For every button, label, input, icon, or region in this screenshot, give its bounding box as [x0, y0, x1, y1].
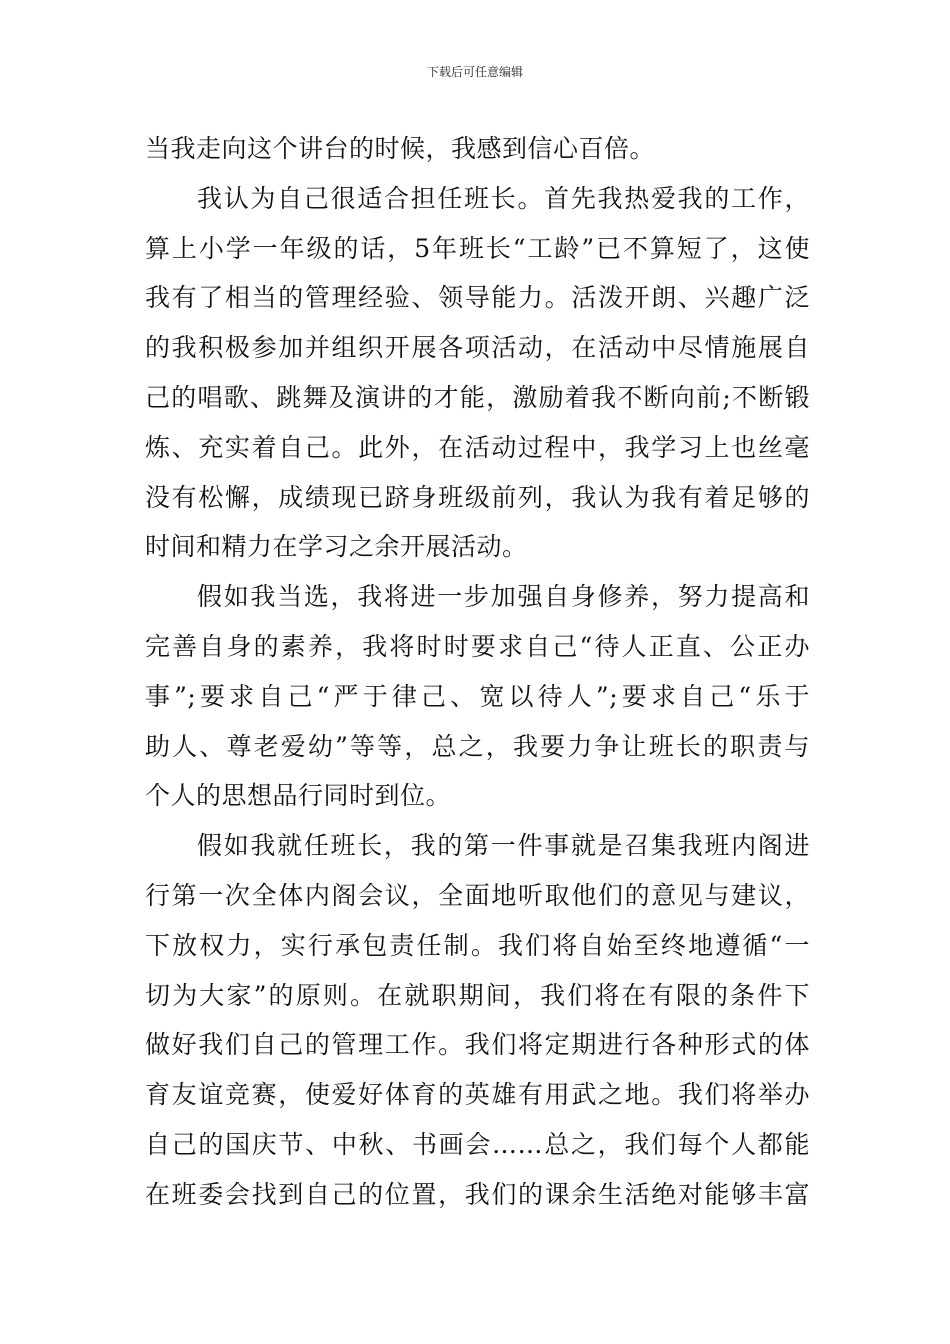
text-line: 行第一次全体内阁会议，全面地听取他们的意见与建议，: [145, 880, 810, 910]
page-header: 下载后可任意编辑: [426, 65, 523, 79]
text-line: 在班委会找到自己的位置，我们的课余生活绝对能够丰富: [145, 1179, 810, 1209]
text-line: 下放权力，实行承包责任制。我们将自始至终地遵循“一: [145, 930, 810, 960]
paragraph: [145, 174, 810, 572]
text-line: 时间和精力在学习之余开展活动。: [145, 532, 528, 562]
text-line: 当我走向这个讲台的时候，我感到信心百倍。: [145, 134, 656, 163]
text-line: 假如我就任班长，我的第一件事就是召集我班内阁进: [197, 831, 810, 861]
paragraph: [145, 572, 810, 821]
text-line: 完善自身的素养，我将时时要求自己“待人正直、公正办: [145, 631, 810, 661]
text-line: 做好我们自己的管理工作。我们将定期进行各种形式的体: [145, 1030, 810, 1060]
text-line: 自己的国庆节、中秋、书画会……总之，我们每个人都能: [145, 1129, 810, 1159]
text-line: 我有了相当的管理经验、领导能力。活泼开朗、兴趣广泛: [145, 283, 810, 313]
text-line: 炼、充实着自己。此外，在活动过程中，我学习上也丝毫: [145, 432, 810, 462]
paragraph: [145, 124, 810, 174]
text-line: 的我积极参加并组织开展各项活动，在活动中尽情施展自: [145, 333, 810, 363]
text-line: 事”;要求自己“严于律己、宽以待人”;要求自己“乐于: [145, 681, 810, 711]
text-line: 育友谊竞赛，使爱好体育的英雄有用武之地。我们将举办: [145, 1080, 810, 1110]
text-line: 我认为自己很适合担任班长。首先我热爱我的工作，: [197, 183, 810, 213]
paragraph: [145, 821, 810, 1219]
text-line: 算上小学一年级的话，5年班长“工龄”已不算短了，这使: [145, 233, 810, 263]
text-line: 个人的思想品行同时到位。: [145, 781, 452, 811]
text-line: 没有松懈，成绩现已跻身班级前列，我认为我有着足够的: [145, 482, 810, 512]
text-line: 假如我当选，我将进一步加强自身修养，努力提高和: [197, 582, 810, 612]
document-body: [145, 124, 810, 1220]
text-line: 己的唱歌、跳舞及演讲的才能，激励着我不断向前;不断锻: [145, 382, 810, 412]
text-line: 切为大家”的原则。在就职期间，我们将在有限的条件下: [145, 980, 810, 1010]
text-line: 助人、尊老爱幼”等等，总之，我要力争让班长的职责与: [145, 731, 810, 761]
